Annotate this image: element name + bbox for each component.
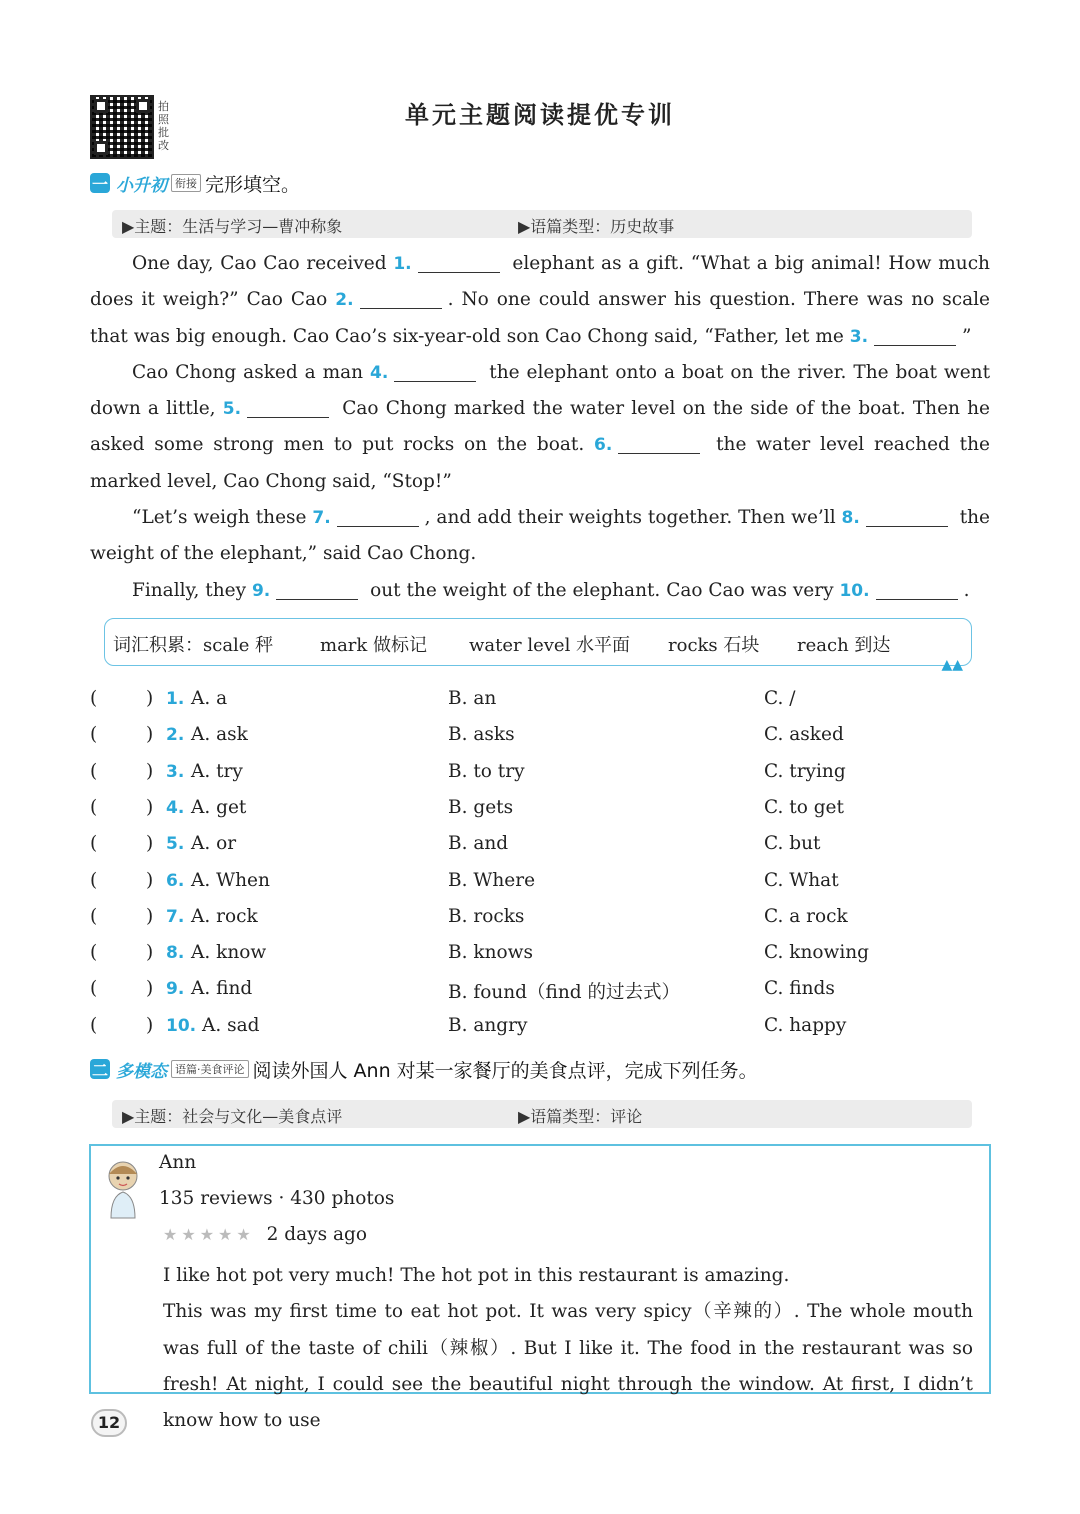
answer-paren-open[interactable]: ( xyxy=(90,978,98,1000)
blank-number: 8. xyxy=(841,508,860,529)
review-body xyxy=(163,1258,973,1439)
question-number: 2. xyxy=(166,725,185,746)
genre-text: ▶语篇类型：历史故事 xyxy=(518,217,675,236)
section-brand: 小升初 xyxy=(116,175,167,196)
option-b: B. to try xyxy=(448,760,525,782)
section-instruction: 阅读外国人 Ann 对某一家餐厅的美食点评，完成下列任务。 xyxy=(252,1059,758,1082)
answer-paren-open[interactable]: ( xyxy=(90,724,98,746)
option-c: C. trying xyxy=(764,760,846,782)
answer-paren-close: ) xyxy=(146,942,154,964)
option-a: A. rock xyxy=(191,905,258,927)
blank-number: 10. xyxy=(839,580,870,601)
option-a: A. sad xyxy=(202,1014,260,1036)
question-row xyxy=(90,938,990,974)
option-a: A. find xyxy=(191,978,253,1000)
question-number: 4. xyxy=(166,797,185,818)
option-a: A. try xyxy=(191,760,243,782)
review-time: 2 days ago xyxy=(266,1224,367,1245)
blank-number: 5. xyxy=(222,399,242,420)
section-number: 二 xyxy=(91,1060,108,1080)
blank-number: 3. xyxy=(849,326,869,347)
section-tag: 语篇·美食评论 xyxy=(171,1060,249,1078)
vocab-item: water level 水平面 xyxy=(469,635,631,656)
theme-text: ▶主题：社会与文化—美食点评 xyxy=(122,1107,343,1126)
question-number: 9. xyxy=(166,979,185,1000)
option-c: C. / xyxy=(764,688,796,709)
blank-line xyxy=(866,508,948,527)
answer-paren-open[interactable]: ( xyxy=(90,942,98,964)
option-b: B. angry xyxy=(448,1014,528,1036)
cloze-passage: One day, Cao Cao received 1. elephant as a gift. “What a big animal! How much does it weigh?” Cao Cao 2. . No one could answer his question. There was no scale that was big enough. Cao Cao’s six-year-old son Cao Chong said, “Father, let me 3. ” Cao Chong asked a man 4. the elephant onto a boat on the river. The boat went down a little, 5. Cao Chong marked the water level on the side of the boat. Then he asked some strong men to put rocks on the boat. 6. the water level reached the marked level, Cao Chong said, “Stop!” “Let’s weigh these 7. , and add their weights together. Then we’ll 8. the weight of the elephant,” said Cao Chong. Finally, they 9. out the weight of the elephant. Cao Cao was very 10. . xyxy=(90,253,991,601)
answer-paren-close: ) xyxy=(146,1014,154,1036)
review-line: I like hot pot very much! The hot pot in this restaurant is amazing. xyxy=(163,1265,790,1286)
qr-label: 拍照批改 xyxy=(158,100,169,152)
option-b: B. gets xyxy=(448,796,514,818)
genre-text: ▶语篇类型：评论 xyxy=(518,1107,643,1126)
blank-number: 7. xyxy=(312,508,331,529)
blank-number: 2. xyxy=(335,290,354,311)
blank-number: 4. xyxy=(370,362,389,383)
option-c: C. knowing xyxy=(764,942,870,964)
answer-paren-open[interactable]: ( xyxy=(90,1014,98,1036)
blank-number: 6. xyxy=(594,435,613,456)
section-brand: 多模态 xyxy=(116,1061,167,1082)
option-b: B. asks xyxy=(448,724,515,746)
question-row xyxy=(90,720,990,756)
option-a: A. a xyxy=(191,688,228,709)
page-title: 单元主题阅读提优专训 xyxy=(405,101,675,129)
vocab-item: mark 做标记 xyxy=(320,635,428,656)
blank-line xyxy=(360,290,442,309)
option-c: C. finds xyxy=(764,978,835,1000)
question-row xyxy=(90,1011,990,1047)
option-a: A. know xyxy=(191,942,267,964)
avatar-icon xyxy=(103,1158,143,1220)
answer-paren-open[interactable]: ( xyxy=(90,905,98,927)
option-c: C. but xyxy=(764,833,821,855)
blank-line xyxy=(418,254,500,273)
vocab-item: rocks 石块 xyxy=(668,635,760,656)
option-b: B. an xyxy=(448,688,497,709)
question-row xyxy=(90,902,990,938)
reviewer-stats: 135 reviews · 430 photos xyxy=(159,1188,395,1209)
option-c: C. What xyxy=(764,869,839,891)
reviewer-name: Ann xyxy=(159,1152,197,1173)
section-1-header xyxy=(90,171,300,195)
blank-line xyxy=(247,399,329,418)
vocabulary-box xyxy=(104,618,972,673)
question-row xyxy=(90,757,990,793)
answer-paren-open[interactable]: ( xyxy=(90,796,98,818)
answer-paren-open[interactable]: ( xyxy=(90,688,98,709)
blank-line xyxy=(337,508,419,527)
answer-paren-open[interactable]: ( xyxy=(90,869,98,891)
blank-number: 9. xyxy=(251,580,271,601)
answer-paren-open[interactable]: ( xyxy=(90,760,98,782)
answer-paren-close: ) xyxy=(146,833,154,855)
theme-bar-2 xyxy=(112,1100,972,1128)
vocab-label: 词汇积累：scale 秤 xyxy=(113,635,274,656)
review-line: This was my first time to eat hot pot. It was very spicy（辛辣的）. The whole mouth was full of the taste of chili（辣椒）. But I like it. The food in the restaurant was so fresh! At night, I could see the beautiful night through the window. At first, I didn’t know how to use xyxy=(163,1301,973,1432)
theme-text: ▶主题：生活与学习—曹冲称象 xyxy=(122,217,343,236)
blank-line xyxy=(874,327,956,346)
question-number: 10. xyxy=(166,1015,197,1036)
option-b: B. found（find 的过去式） xyxy=(448,982,680,1004)
blank-line xyxy=(618,435,700,454)
rating-row xyxy=(163,1224,367,1245)
section-instruction: 完形填空。 xyxy=(205,173,301,196)
blank-number: 1. xyxy=(393,254,412,274)
vocab-item: reach 到达 xyxy=(797,635,891,656)
answer-paren-close: ) xyxy=(146,869,154,891)
option-a: A. ask xyxy=(191,724,248,746)
option-c: C. a rock xyxy=(764,905,848,927)
option-b: B. Where xyxy=(448,869,536,891)
page-number: 12 xyxy=(91,1409,127,1437)
answer-paren-close: ) xyxy=(146,724,154,746)
question-row xyxy=(90,866,990,902)
question-number: 5. xyxy=(166,834,185,855)
answer-paren-close: ) xyxy=(146,796,154,818)
option-a: A. or xyxy=(191,833,237,855)
section-2-header xyxy=(90,1057,758,1081)
theme-bar-1 xyxy=(112,210,972,238)
option-b: B. and xyxy=(448,833,509,855)
star-rating-icon: ★★★★★ xyxy=(163,1225,255,1244)
option-a: A. When xyxy=(191,869,270,891)
tree-icon: ▲▲ xyxy=(941,657,963,673)
option-b: B. knows xyxy=(448,942,533,964)
answer-paren-open[interactable]: ( xyxy=(90,833,98,855)
option-a: A. get xyxy=(191,796,247,818)
question-row xyxy=(90,829,990,865)
section-tag: 衔接 xyxy=(171,174,201,192)
question-number: 8. xyxy=(166,943,185,964)
question-number: 3. xyxy=(166,761,185,782)
question-number: 1. xyxy=(166,689,185,709)
option-c: C. asked xyxy=(764,724,844,746)
blank-line xyxy=(876,581,958,600)
question-number: 7. xyxy=(166,906,185,927)
section-number: 一 xyxy=(91,174,108,194)
question-row xyxy=(90,793,990,829)
answer-paren-close: ) xyxy=(146,688,154,709)
option-b: B. rocks xyxy=(448,905,525,927)
answer-paren-close: ) xyxy=(146,905,154,927)
question-row xyxy=(90,684,990,720)
blank-line xyxy=(276,581,358,600)
answer-paren-close: ) xyxy=(146,978,154,1000)
answer-paren-close: ) xyxy=(146,760,154,782)
blank-line xyxy=(394,363,476,382)
question-number: 6. xyxy=(166,870,185,891)
option-c: C. to get xyxy=(764,796,844,818)
option-c: C. happy xyxy=(764,1014,847,1036)
question-row xyxy=(90,974,990,1010)
